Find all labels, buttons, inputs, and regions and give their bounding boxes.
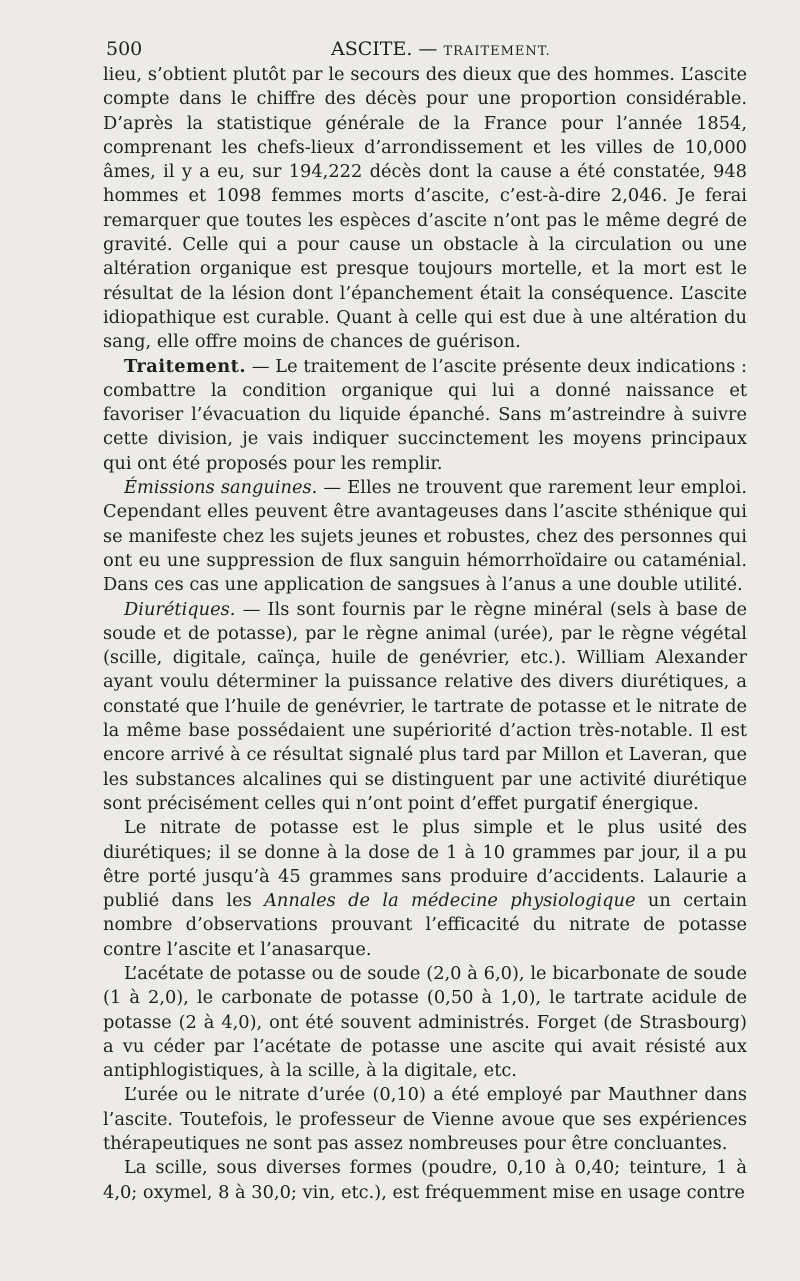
paragraph-uree: L’urée ou le nitrate d’urée (0,10) a été employé par Mauthner dans l’ascite. Toutefois, le professeur de Vienne avoue que ses expériences thérapeutiques ne sont pas assez nombreuses pour être concluantes.	[103, 1084, 747, 1155]
paragraph-prognosis: lieu, s’obtient plutôt par le secours des dieux que des hommes. L’ascite compte dans le chiffre des décès pour une proportion considérable. D’après la statistique générale de la France pour l’année 1854, comprenant les chefs-lieux d’arrondissement et les villes de 10,000 âmes, il y a eu, sur 194,222 décès dont la cause a été constatée, 948 hommes et 1098 femmes morts d’ascite, c’est-à-dire 2,046. Je ferai remarquer que toutes les espèces d’ascite n’ont pas le même degré de gravité. Celle qui a pour cause un obstacle à la circulation ou une altération organique est presque toujours mortelle, et la mort est le résultat de la lésion dont l’épanchement était la conséquence. L’ascite idiopathique est curable. Quant à celle qui est due à une altération du sang, elle offre moins de chances de guérison.	[103, 64, 747, 353]
paragraph-bloodletting	[103, 476, 747, 597]
paragraph-diuretics-text: — Ils sont fournis par le règne minéral (sels à base de soude et de potasse), par le règne animal (urée), par le règne végétal (scille, digitale, caïnça, huile de genévrier, etc.). William Alexander ayant voulu déterminer la puissance relative des divers diurétiques, a constaté que l’huile de genévrier, le tartrate de potasse et le nitrate de la même base possédaient une supériorité d’action très-notable. Il est encore arrivé à ce résultat signalé plus tard par Millon et Laveran, que les substances alcalines qui se distinguent par une activité diurétique sont précisément celles qui n’ont point d’effet purgatif énergique.	[103, 598, 747, 814]
paragraph-nitrate	[103, 816, 747, 962]
paragraph-acetate: L’acétate de potasse ou de soude (2,0 à 6,0), le bicarbonate de soude (1 à 2,0), le carbonate de potasse (0,50 à 1,0), le tartrate acidule de potasse (2 à 4,0), ont été souvent administrés. Forget (de Strasbourg) a vu céder par l’acétate de potasse une ascite qui avait résisté aux antiphlogistiques, à la scille, à la digitale, etc.	[103, 962, 747, 1082]
paragraph-nitrate-text: Le nitrate de potasse est le plus simple et le plus usité des diurétiques; il se donne à la dose de 1 à 10 grammes par jour, il a pu être porté jusqu’à 45 grammes sans produire d’accidents. Lalaurie a publié dans les	[103, 817, 747, 912]
page-body	[103, 63, 747, 1205]
header-dash: —	[418, 38, 438, 60]
subheading-diuretiques: Diurétiques.	[124, 598, 236, 620]
paragraph-nitrate-tail: un certain nombre d’observations prouvant l’efficacité du nitrate de potasse contre l’ascite et l’anasarque.	[103, 890, 748, 960]
journal-title: Annales de la médecine physiologique	[264, 890, 636, 912]
page-number: 500	[106, 38, 143, 60]
section-heading-traitement: Traitement.	[124, 355, 247, 377]
subheading-emissions-sanguines: Émissions sanguines.	[124, 477, 318, 499]
paragraph-bloodletting-text: — Elles ne trouvent que rarement leur emploi. Cependant elles peuvent être avantageuses dans l’ascite sthénique qui se manifeste chez les sujets jeunes et robustes, chez des personnes qui ont eu une suppression de flux sanguin hémorrhoïdaire ou cataménial. Dans ces cas une application de sangsues à l’anus a une double utilité.	[103, 477, 747, 596]
paragraph-treatment-text: — Le traitement de l’ascite présente deux indications : combattre la condition organique qui lui a donné naissance et favoriser l’évacuation du liquide épanché. Sans m’astreindre à suivre cette division, je vais indiquer succinctement les moyens principaux qui ont été proposés pour les remplir.	[103, 355, 747, 474]
paragraph-scille: La scille, sous diverses formes (poudre, 0,10 à 0,40; teinture, 1 à 4,0; oxymel, 8 à 30,0; vin, etc.), est fréquemment mise en usage contre	[103, 1157, 747, 1203]
paragraph-treatment	[103, 355, 747, 476]
header-subtitle: TRAITEMENT.	[443, 44, 551, 59]
header-title: ASCITE.	[331, 38, 413, 60]
paragraph-diuretics	[103, 598, 747, 817]
running-header	[103, 34, 747, 64]
